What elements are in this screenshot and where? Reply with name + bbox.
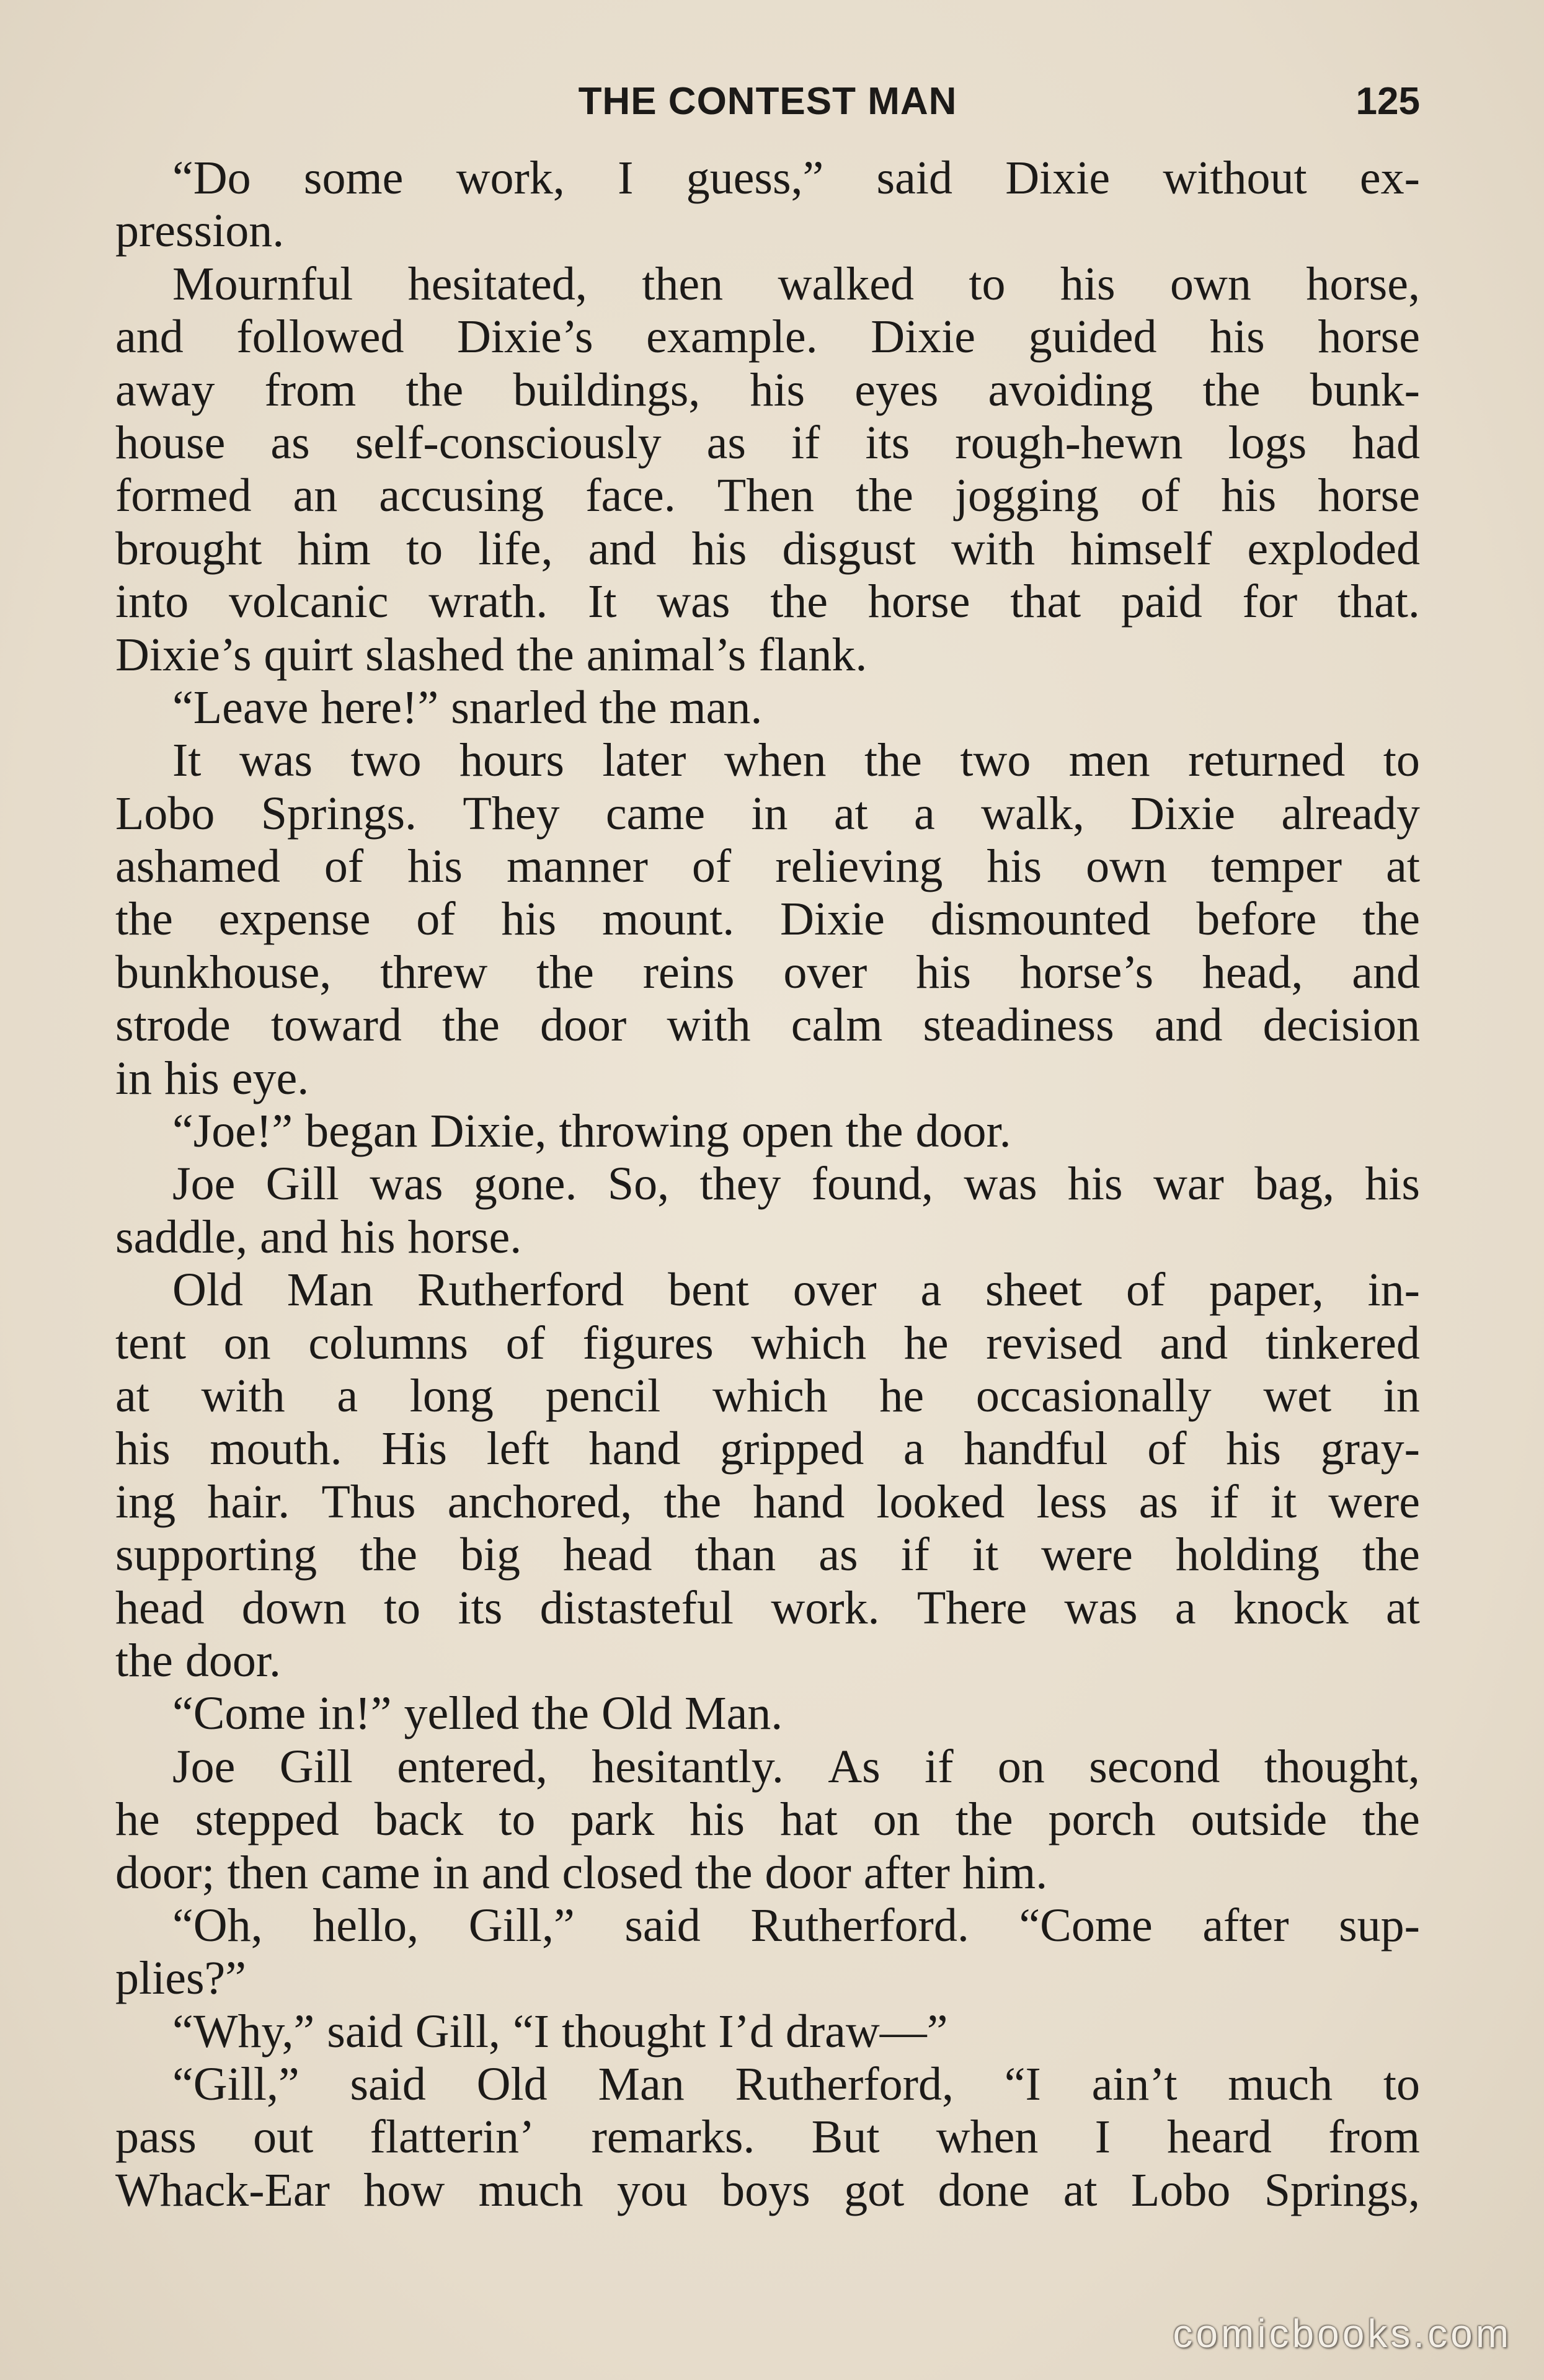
text-line: Old Man Rutherford bent over a sheet of paper, in- — [172, 1264, 1420, 1317]
text-line: Whack-Ear how much you boys got done at Lobo Springs, — [115, 2164, 1420, 2216]
text-line: and followed Dixie’s example. Dixie guided his horse — [115, 311, 1420, 363]
text-line: Dixie’s quirt slashed the animal’s flank. — [115, 628, 867, 681]
text-line: formed an accusing face. Then the jogging of his horse — [115, 469, 1420, 522]
text-line: supporting the big head than as if it were holding the — [115, 1529, 1420, 1581]
running-title: THE CONTEST MAN — [578, 80, 957, 123]
text-line: at with a long pencil which he occasionally wet in — [115, 1369, 1420, 1422]
text-line: “Leave here!” snarled the man. — [172, 681, 763, 734]
text-line: strode toward the door with calm steadiness and decision — [115, 999, 1420, 1052]
text-line: Lobo Springs. They came in at a walk, Dixie already — [115, 787, 1420, 840]
text-line: pression. — [115, 205, 285, 257]
text-line: plies?” — [115, 1952, 247, 2005]
text-line: “Do some work, I guess,” said Dixie without ex- — [172, 152, 1420, 204]
text-line: “Come in!” yelled the Old Man. — [172, 1687, 783, 1740]
text-line: into volcanic wrath. It was the horse that paid for that. — [115, 575, 1420, 628]
text-line: It was two hours later when the two men returned to — [172, 734, 1420, 787]
text-line: the door. — [115, 1634, 281, 1687]
text-line: the expense of his mount. Dixie dismounted before the — [115, 893, 1420, 946]
text-line: Joe Gill entered, hesitantly. As if on second thought, — [172, 1740, 1420, 1793]
text-line: ing hair. Thus anchored, the hand looked less as if it were — [115, 1475, 1420, 1528]
text-line: away from the buildings, his eyes avoiding the bunk- — [115, 363, 1420, 416]
text-line: house as self-consciously as if its rough-hewn logs had — [115, 416, 1420, 469]
text-line: “Gill,” said Old Man Rutherford, “I ain’t much to — [172, 2058, 1420, 2111]
body-text — [115, 152, 1420, 2217]
text-line: tent on columns of figures which he revised and tinkered — [115, 1317, 1420, 1369]
text-line: ashamed of his manner of relieving his own temper at — [115, 840, 1420, 893]
text-line: Mournful hesitated, then walked to his own horse, — [172, 257, 1420, 310]
text-line: Joe Gill was gone. So, they found, was his war bag, his — [172, 1158, 1420, 1210]
watermark: comicbooks.com — [1173, 2311, 1512, 2356]
text-line: in his eye. — [115, 1052, 309, 1104]
page-header — [115, 79, 1420, 135]
text-line: his mouth. His left hand gripped a handful of his gray- — [115, 1423, 1420, 1475]
text-line: saddle, and his horse. — [115, 1210, 522, 1263]
text-line: he stepped back to park his hat on the porch outside the — [115, 1793, 1420, 1846]
page-number: 125 — [1355, 80, 1420, 123]
text-line: head down to its distasteful work. There was a knock at — [115, 1581, 1420, 1634]
text-line: “Why,” said Gill, “I thought I’d draw—” — [172, 2005, 948, 2058]
text-line: “Joe!” began Dixie, throwing open the door. — [172, 1105, 1011, 1158]
text-line: bunkhouse, threw the reins over his horse’s head, and — [115, 946, 1420, 998]
text-line: pass out flatterin’ remarks. But when I heard from — [115, 2111, 1420, 2164]
text-line: brought him to life, and his disgust with himself exploded — [115, 522, 1420, 575]
text-line: “Oh, hello, Gill,” said Rutherford. “Come after sup- — [172, 1899, 1420, 1952]
text-line: door; then came in and closed the door after him. — [115, 1846, 1048, 1899]
